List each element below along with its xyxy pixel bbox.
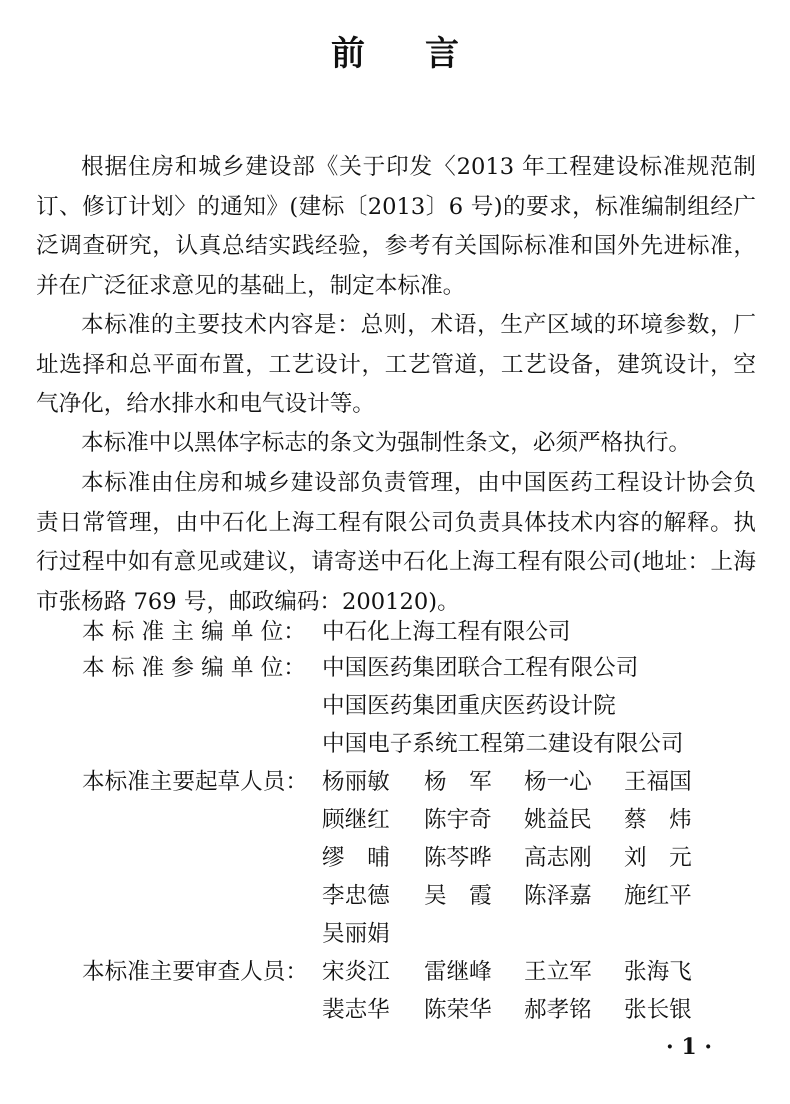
paragraph-2: 本标准的主要技术内容是：总则，术语，生产区域的环境参数，厂址选择和总平面布置，工艺设计，工艺管道，工艺设备，建筑设计，空气净化，给水排水和电气设计等。	[36, 312, 756, 417]
reviewer-name: 张海飞	[624, 959, 692, 985]
title-char-1: 前	[331, 34, 365, 74]
participating-org: 中国医药集团联合工程有限公司	[322, 655, 639, 681]
drafter-name: 杨丽敏	[322, 769, 390, 795]
reviewer-name: 王立军	[524, 959, 592, 985]
drafter-name: 施红平	[624, 883, 692, 909]
reviewer-name: 雷继峰	[424, 959, 492, 985]
drafter-name: 李忠德	[322, 883, 390, 909]
drafter-name: 杨一心	[524, 769, 592, 795]
paragraph-1: 根据住房和城乡建设部《关于印发〈2013 年工程建设标准规范制订、修订计划〉的通知》(建标〔2013〕6 号)的要求，标准编制组经广泛调查研究，认真总结实践经验，参考有关国际标准和国外先进标准，并在广泛征求意见的基础上，制定本标准。	[36, 154, 756, 299]
drafter-name: 刘 元	[624, 845, 692, 871]
chief-editor-label: 本 标 准 主 编 单 位：	[82, 619, 306, 645]
reviewer-name: 宋炎江	[322, 959, 390, 985]
drafter-name: 高志刚	[524, 845, 592, 871]
reviewers-label: 本标准主要审查人员：	[82, 959, 308, 985]
drafter-name: 姚益民	[524, 807, 592, 833]
drafters-label: 本标准主要起草人员：	[82, 769, 308, 795]
drafter-name: 吴 霞	[424, 883, 492, 909]
drafter-name: 杨 军	[424, 769, 492, 795]
paragraph-4: 本标准由住房和城乡建设部负责管理，由中国医药工程设计协会负责日常管理，由中石化上海工程有限公司负责具体技术内容的解释。执行过程中如有意见或建议，请寄送中石化上海工程有限公司(地址：上海市张杨路 769 号，邮政编码：200120)。	[36, 470, 756, 615]
reviewer-name: 张长银	[624, 997, 692, 1023]
reviewer-name: 郝孝铭	[524, 997, 592, 1023]
participating-label: 本 标 准 参 编 单 位：	[82, 655, 306, 681]
drafter-name: 顾继红	[322, 807, 390, 833]
drafter-name: 陈泽嘉	[524, 883, 592, 909]
reviewer-name: 裴志华	[322, 997, 390, 1023]
drafter-name: 蔡 炜	[624, 807, 692, 833]
page-title	[0, 26, 790, 75]
drafter-name: 缪 晡	[322, 845, 390, 871]
drafter-name: 吴丽娟	[322, 921, 390, 947]
title-char-2: 言	[425, 34, 459, 74]
drafter-name: 陈芩晔	[424, 845, 492, 871]
drafter-name: 陈宇奇	[424, 807, 492, 833]
paragraph-3: 本标准中以黑体字标志的条文为强制性条文，必须严格执行。	[81, 430, 692, 456]
page-number: · 1 ·	[666, 1034, 712, 1060]
drafter-name: 王福国	[624, 769, 692, 795]
reviewer-name: 陈荣华	[424, 997, 492, 1023]
participating-org: 中国医药集团重庆医药设计院	[322, 693, 616, 719]
participating-org: 中国电子系统工程第二建设有限公司	[322, 731, 684, 757]
chief-editor-org: 中石化上海工程有限公司	[322, 619, 571, 645]
